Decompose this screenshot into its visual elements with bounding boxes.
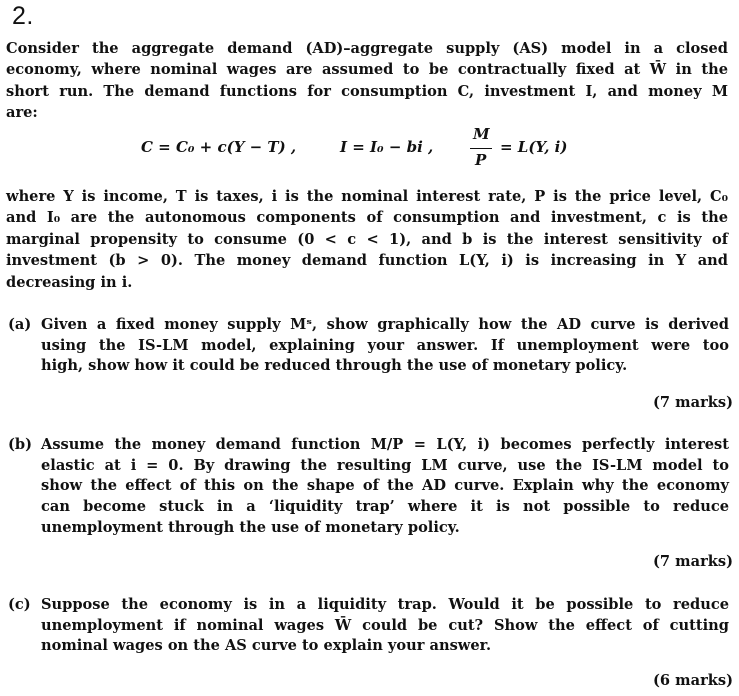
intro-line: Consider the aggregate demand (AD)–aggregate supply (AS) model in a closed <box>6 40 728 57</box>
part-b-line: elastic at i = 0. By drawing the resulting LM curve, use the IS-LM model to <box>41 456 729 474</box>
definitions-paragraph <box>6 186 728 293</box>
part-c-line: nominal wages on the AS curve to explain your answer. <box>41 637 492 655</box>
definitions-line: investment (b > 0). The money demand function L(Y, i) is increasing in Y and <box>6 252 728 270</box>
part-a-line: Given a fixed money supply Mˢ, show graphically how the AD curve is derived <box>41 316 729 333</box>
part-c-label: (c) <box>8 596 31 613</box>
definitions-line: and I₀ are the autonomous components of consumption and investment, c is the <box>6 209 728 227</box>
intro-line: short run. The demand functions for consumption C, investment I, and money M <box>6 82 728 100</box>
definitions-line: where Y is income, T is taxes, i is the nominal interest rate, P is the price level, C₀ <box>6 188 728 205</box>
money-numerator: M <box>473 125 490 143</box>
definitions-line: marginal propensity to consume (0 < c < 1), and b is the interest sensitivity of <box>6 230 728 248</box>
part-b-label: (b) <box>8 436 33 453</box>
part-c-line: Suppose the economy is in a liquidity trap. Would it be possible to reduce <box>41 596 729 613</box>
part-b-line: can become stuck in a ‘liquidity trap’ where it is not possible to reduce <box>41 498 729 516</box>
part-a-marks: (7 marks) <box>653 394 733 411</box>
part-c-marks: (6 marks) <box>653 672 733 689</box>
money-demand-rhs: = L(Y, i) <box>500 138 568 156</box>
intro-paragraph <box>6 38 728 124</box>
question-number: 2. <box>12 2 34 30</box>
part-b-marks: (7 marks) <box>653 553 733 570</box>
part-a-line: using the IS-LM model, explaining your answer. If unemployment were too <box>41 336 729 354</box>
demand-equations <box>0 122 739 172</box>
part-b-text <box>41 435 729 539</box>
intro-line: economy, where nominal wages are assumed to be contractually fixed at W̄ in the <box>6 61 728 79</box>
part-b-line: Assume the money demand function M/P = L(Y, i) becomes perfectly interest <box>41 436 729 453</box>
definitions-line: decreasing in i. <box>6 273 133 291</box>
consumption-equation: C = C₀ + c(Y − T) , <box>141 138 297 156</box>
fraction-bar <box>470 148 492 149</box>
part-a-label: (a) <box>8 316 32 333</box>
money-denominator: P <box>475 151 487 169</box>
part-b-line: show the effect of this on the shape of the AD curve. Explain why the economy <box>41 477 729 495</box>
part-a-line: high, show how it could be reduced through the use of monetary policy. <box>41 357 628 375</box>
part-a-text <box>41 315 729 377</box>
part-c-line: unemployment if nominal wages W̄ could be cut? Show the effect of cutting <box>41 616 729 634</box>
investment-equation: I = I₀ − bi , <box>340 138 434 156</box>
part-c-text <box>41 595 729 657</box>
intro-line: are: <box>6 104 38 122</box>
part-b-line: unemployment through the use of monetary policy. <box>41 518 460 536</box>
